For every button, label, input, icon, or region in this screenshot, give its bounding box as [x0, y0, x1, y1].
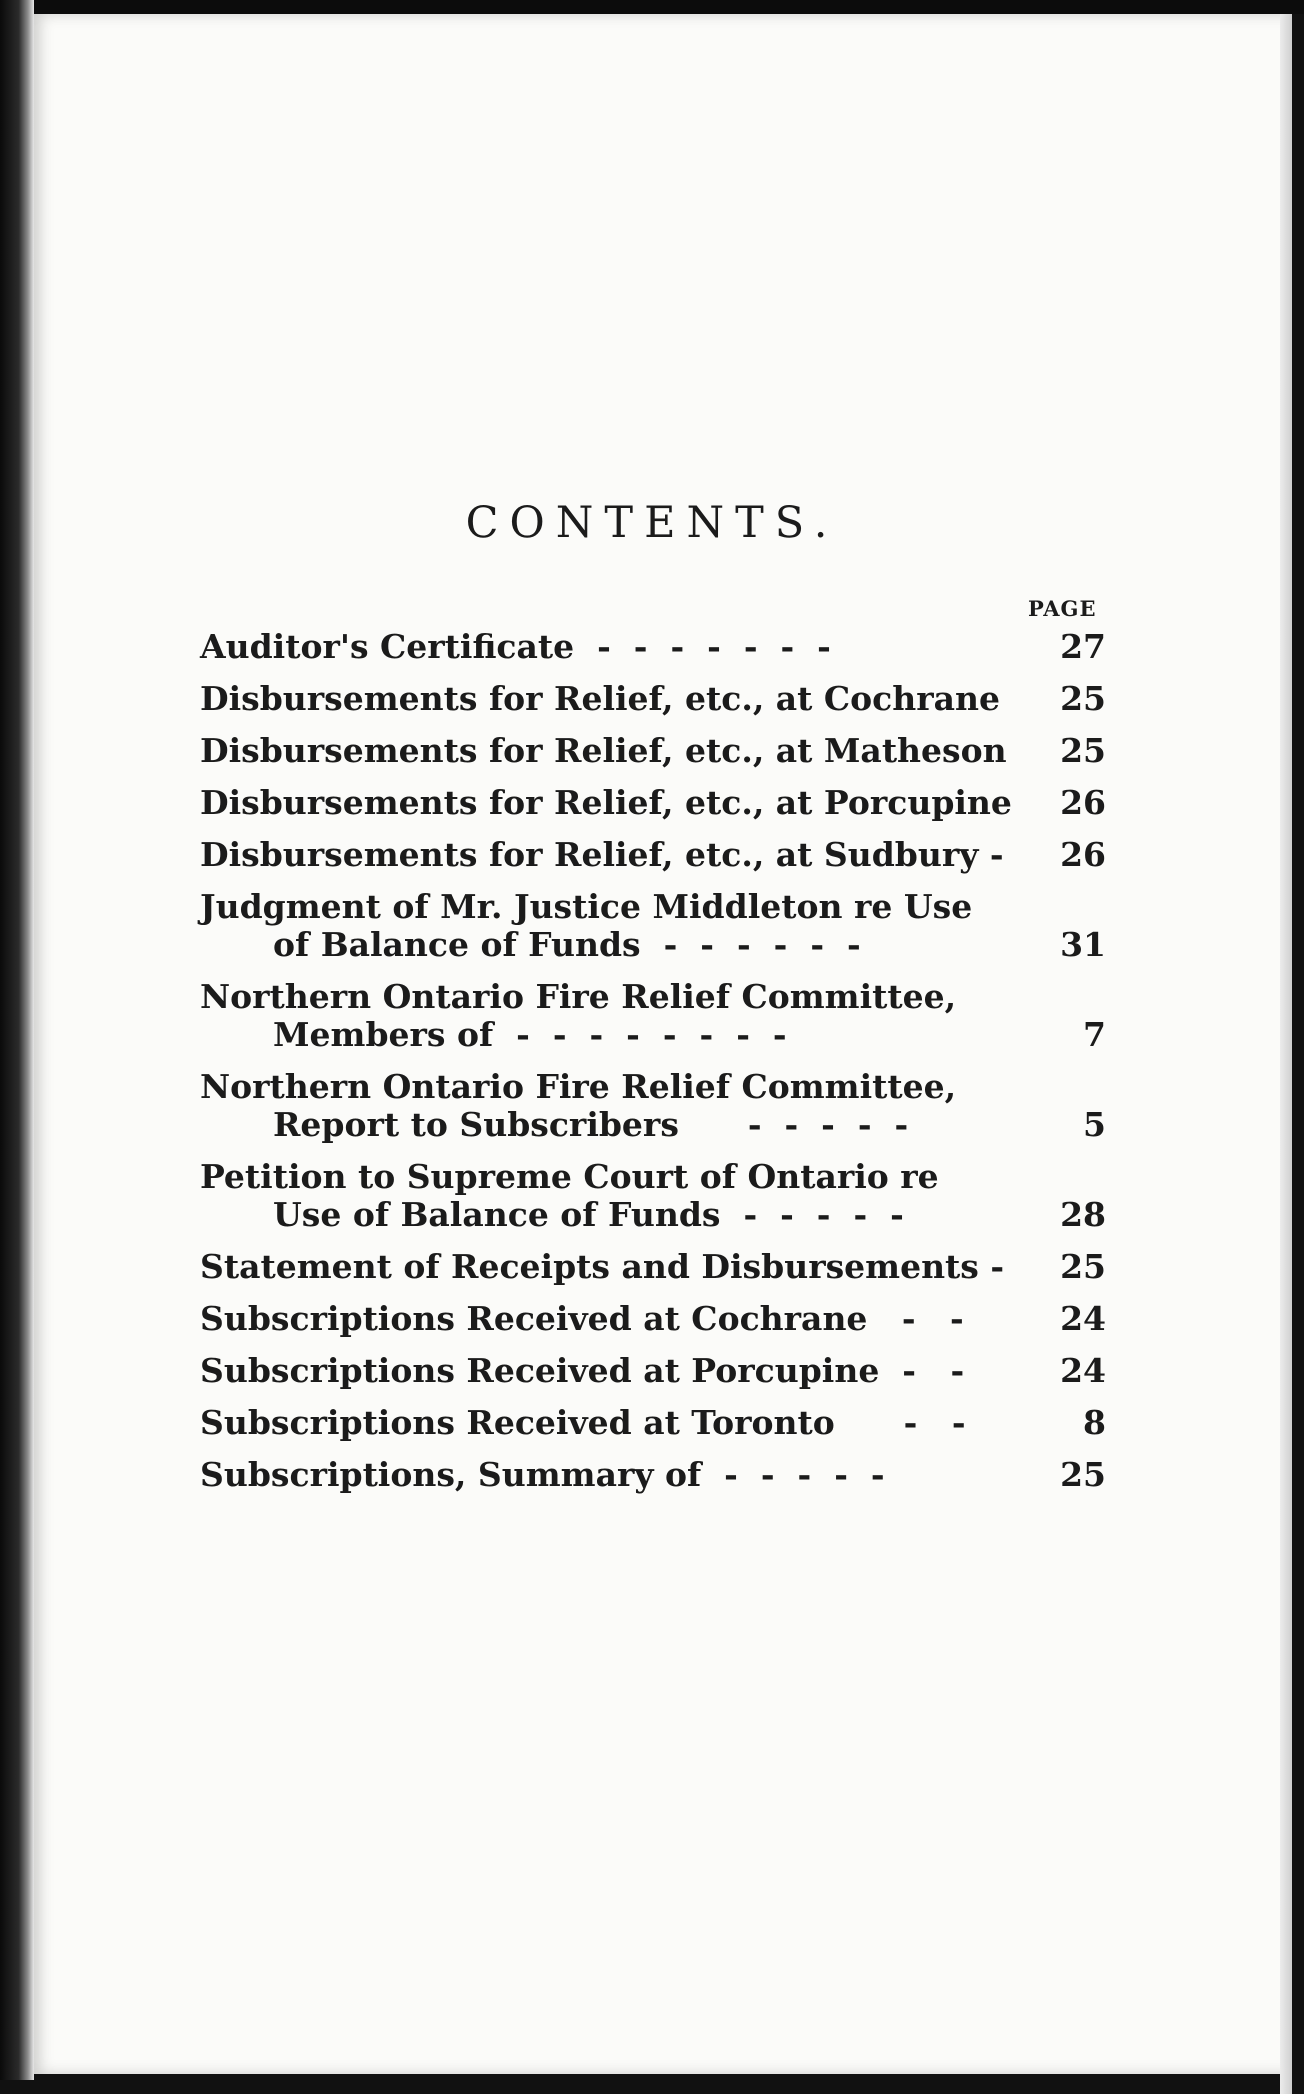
toc-entry-title: Disbursements for Relief, etc., at Porcupine: [200, 783, 1012, 822]
toc-entry-page: 7: [1083, 1015, 1106, 1054]
toc-entry-title-continued: Use of Balance of Funds - - - - -: [273, 1195, 904, 1234]
table-of-contents: [200, 628, 1106, 1508]
toc-entry: [200, 1300, 1106, 1338]
toc-entry-title: Disbursements for Relief, etc., at Matheson: [200, 731, 1007, 770]
toc-entry: [200, 1404, 1106, 1442]
toc-entry-title-continued: of Balance of Funds - - - - - -: [273, 925, 861, 964]
toc-entry: [200, 1248, 1106, 1286]
toc-entry-title: Northern Ontario Fire Relief Committee,: [200, 977, 957, 1016]
toc-entry-page: 5: [1083, 1105, 1106, 1144]
toc-entry-title: Disbursements for Relief, etc., at Sudbury -: [200, 835, 1004, 874]
page-title: CONTENTS.: [465, 498, 839, 548]
toc-entry: [200, 628, 1106, 666]
toc-entry-page: 24: [1060, 1299, 1106, 1338]
toc-entry-page: 28: [1060, 1195, 1106, 1234]
toc-entry: [200, 1456, 1106, 1494]
toc-entry-page: 27: [1060, 627, 1106, 666]
toc-entry: [200, 784, 1106, 822]
toc-entry: [200, 1068, 1106, 1144]
toc-entry: [200, 680, 1106, 718]
page-column-header: PAGE: [1028, 596, 1097, 621]
toc-entry-title-continued: Members of - - - - - - - -: [273, 1015, 787, 1054]
toc-entry-page: 26: [1060, 835, 1106, 874]
toc-entry-page: 8: [1083, 1403, 1106, 1442]
toc-entry: [200, 978, 1106, 1054]
toc-entry-page: 24: [1060, 1351, 1106, 1390]
toc-entry-title: Auditor's Certificate - - - - - - -: [200, 627, 831, 666]
toc-entry-page: 25: [1060, 1247, 1106, 1286]
toc-entry-title: Subscriptions Received at Toronto - -: [200, 1403, 966, 1442]
toc-entry-title: Statement of Receipts and Disbursements -: [200, 1247, 1005, 1286]
toc-entry-page: 25: [1060, 1455, 1106, 1494]
book-spine-edge: [0, 0, 34, 2080]
page-right-edge: [1280, 14, 1292, 2094]
toc-entry-title: Northern Ontario Fire Relief Committee,: [200, 1067, 957, 1106]
toc-entry: [200, 888, 1106, 964]
toc-entry-title: Subscriptions Received at Cochrane - -: [200, 1299, 964, 1338]
toc-entry-title: Disbursements for Relief, etc., at Cochrane: [200, 679, 1001, 718]
toc-entry: [200, 1352, 1106, 1390]
toc-entry-page: 25: [1060, 679, 1106, 718]
toc-entry-title: Subscriptions Received at Porcupine - -: [200, 1351, 965, 1390]
toc-entry-page: 26: [1060, 783, 1106, 822]
toc-entry: [200, 1158, 1106, 1234]
toc-entry-title: Judgment of Mr. Justice Middleton re Use: [200, 887, 973, 926]
toc-entry-title: Petition to Supreme Court of Ontario re: [200, 1157, 939, 1196]
scan-top-border: [0, 0, 1304, 14]
toc-entry-title-continued: Report to Subscribers - - - - -: [273, 1105, 909, 1144]
toc-entry: [200, 732, 1106, 770]
toc-entry-title: Subscriptions, Summary of - - - - -: [200, 1455, 885, 1494]
toc-entry-page: 25: [1060, 731, 1106, 770]
toc-entry-page: 31: [1060, 925, 1106, 964]
toc-entry: [200, 836, 1106, 874]
